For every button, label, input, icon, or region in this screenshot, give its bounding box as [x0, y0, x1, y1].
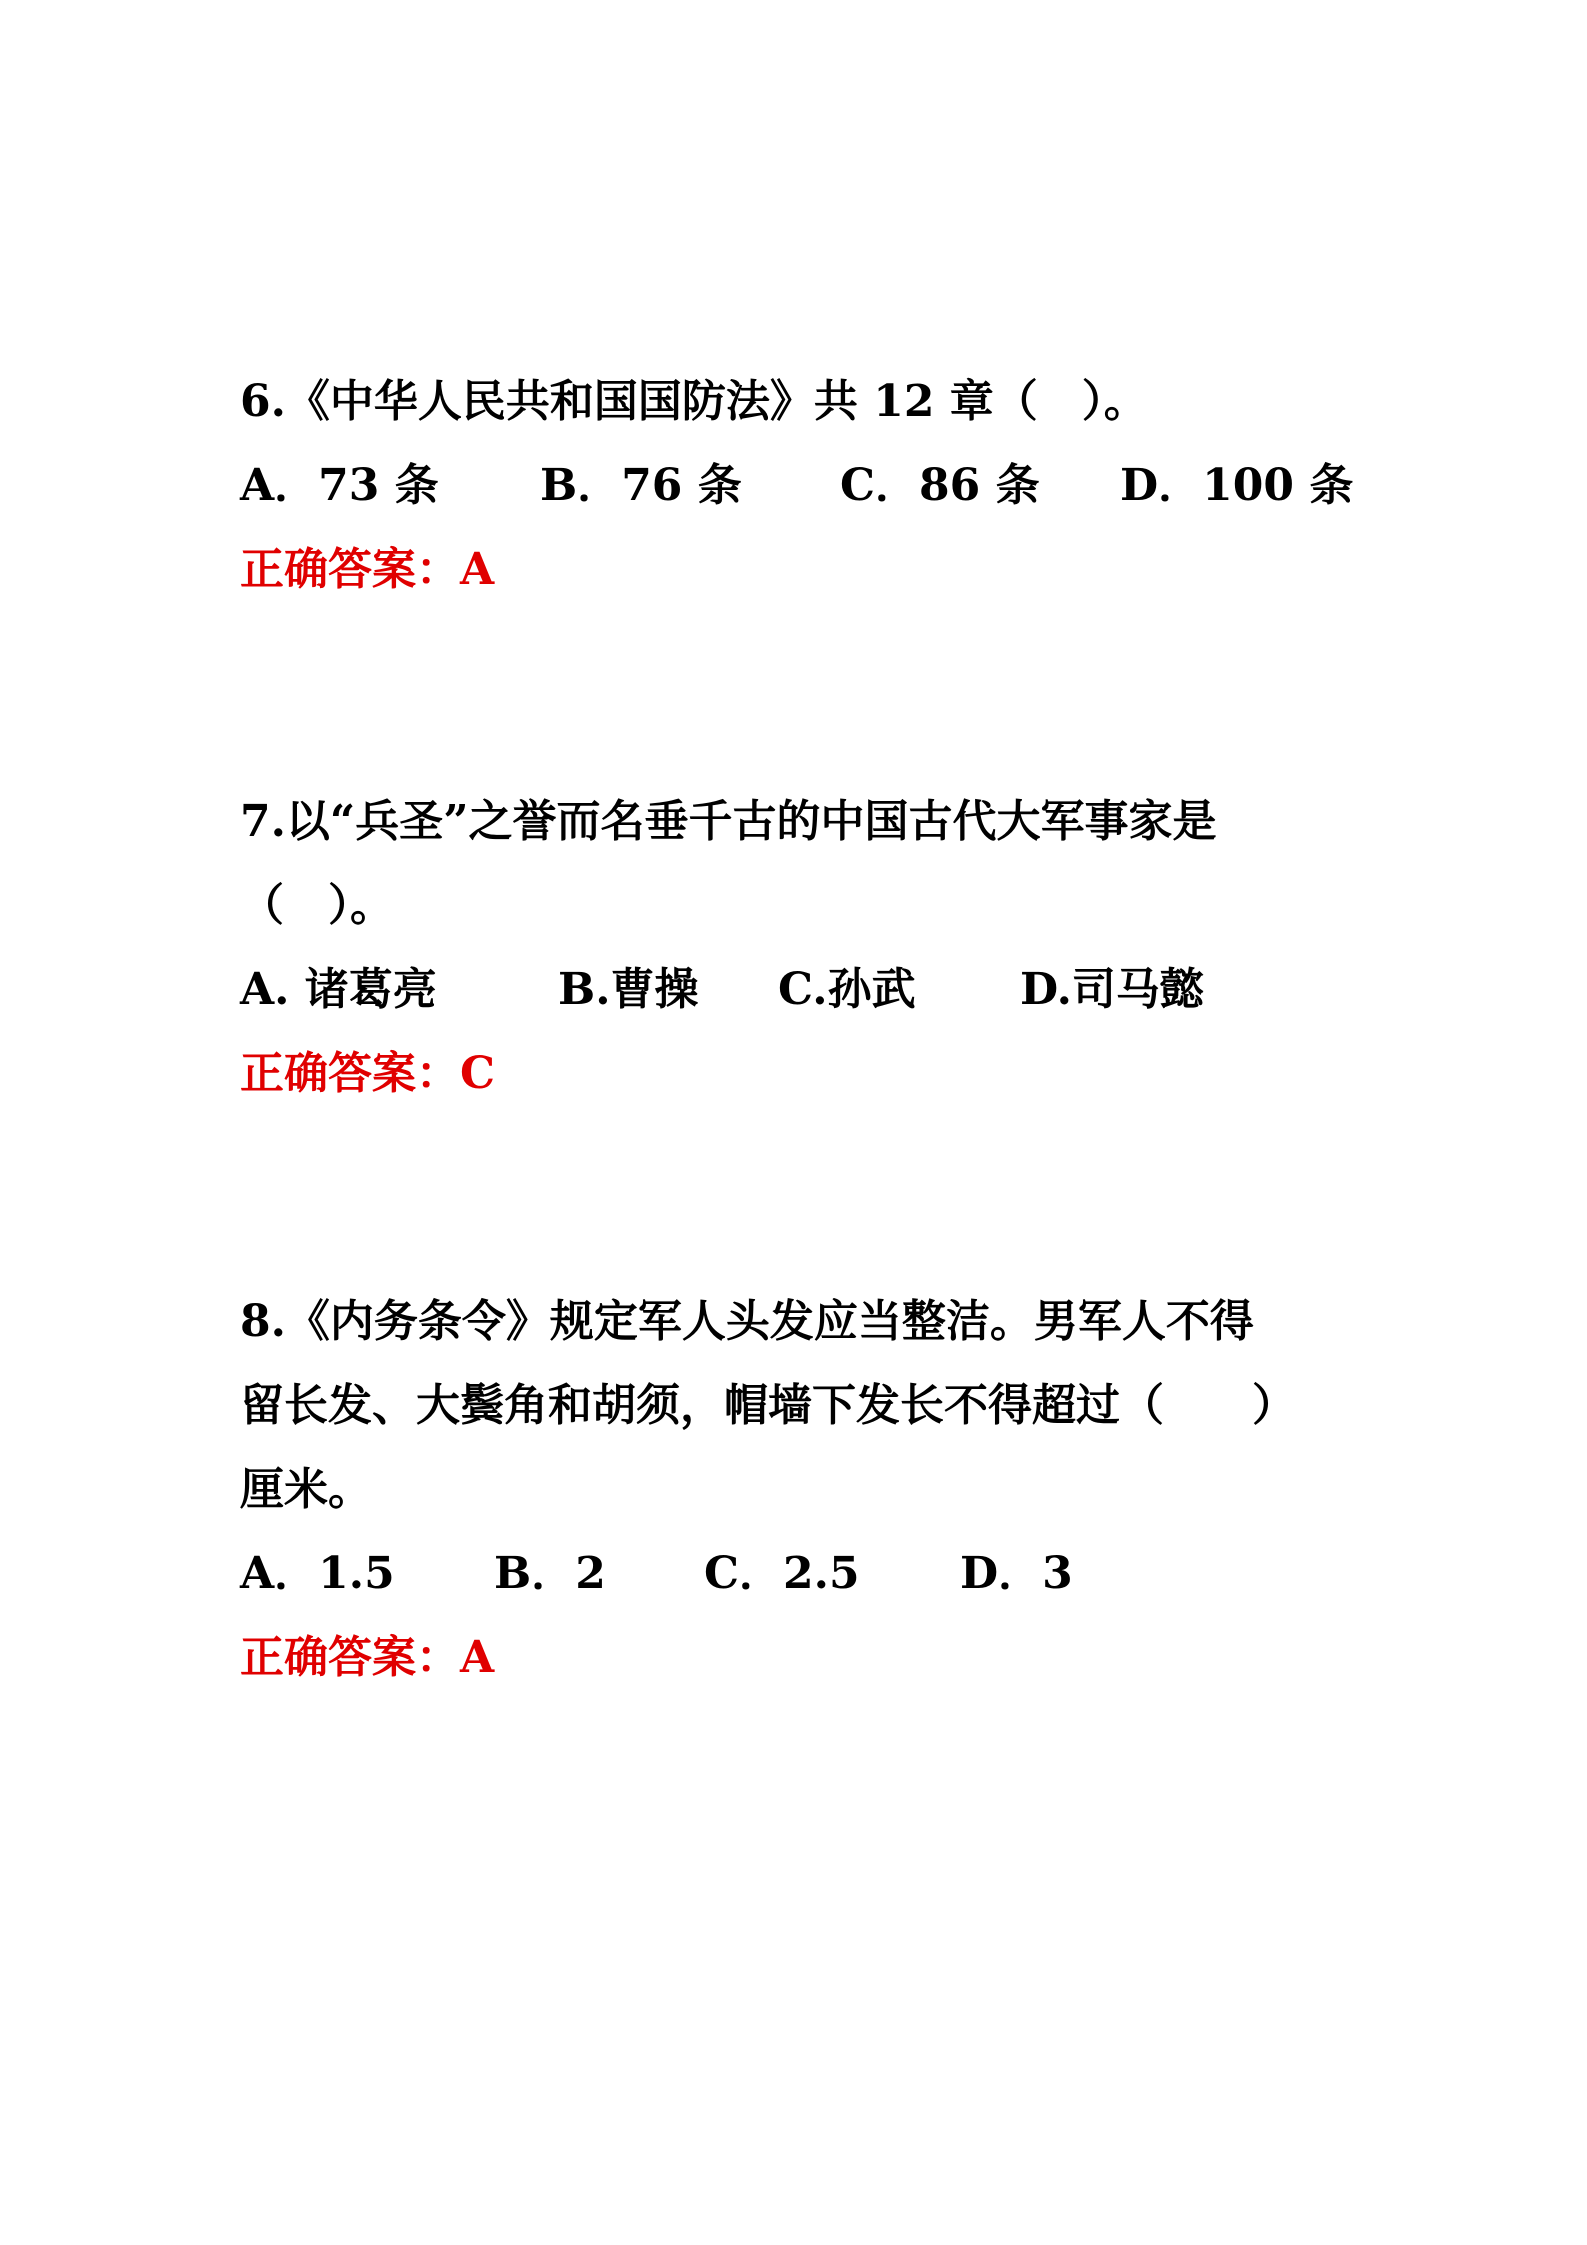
question-8	[240, 1280, 1360, 1700]
option-d: D．100 条	[1120, 460, 1354, 511]
option-row	[240, 948, 1360, 1032]
question-6	[240, 360, 1360, 612]
option-b: B．2	[494, 1548, 606, 1599]
correct-answer: 正确答案：A	[240, 544, 495, 595]
question-stem-line-1: 7.以“兵圣”之誉而名垂千古的中国古代大军事家是	[240, 796, 1217, 847]
question-stem: 6.《中华人民共和国国防法》共 12 章（ ）。	[240, 376, 1148, 427]
question-stem-line-2: （ ）。	[240, 880, 394, 931]
option-a: A．1.5	[240, 1548, 395, 1599]
option-c: C．86 条	[840, 460, 1040, 511]
option-b: B．76 条	[540, 460, 742, 511]
option-row	[240, 444, 1360, 528]
option-c: C．2.5	[704, 1548, 860, 1599]
option-b: B.曹操	[558, 964, 699, 1015]
correct-answer: 正确答案：A	[240, 1632, 495, 1683]
option-a: A．73 条	[240, 460, 439, 511]
question-stem-line-3: 厘米。	[240, 1464, 372, 1515]
question-stem-line-1: 8.《内务条令》规定军人头发应当整洁。男军人不得	[240, 1296, 1254, 1347]
option-a: A. 诸葛亮	[240, 964, 437, 1015]
option-d: D.司马懿	[1020, 964, 1204, 1015]
correct-answer: 正确答案：C	[240, 1048, 496, 1099]
option-d: D．3	[960, 1548, 1073, 1599]
option-row	[240, 1532, 1360, 1616]
question-stem-line-2: 留长发、大鬓角和胡须，帽墙下发长不得超过（ ）	[240, 1380, 1296, 1431]
question-7	[240, 780, 1360, 1116]
option-c: C.孙武	[778, 964, 916, 1015]
